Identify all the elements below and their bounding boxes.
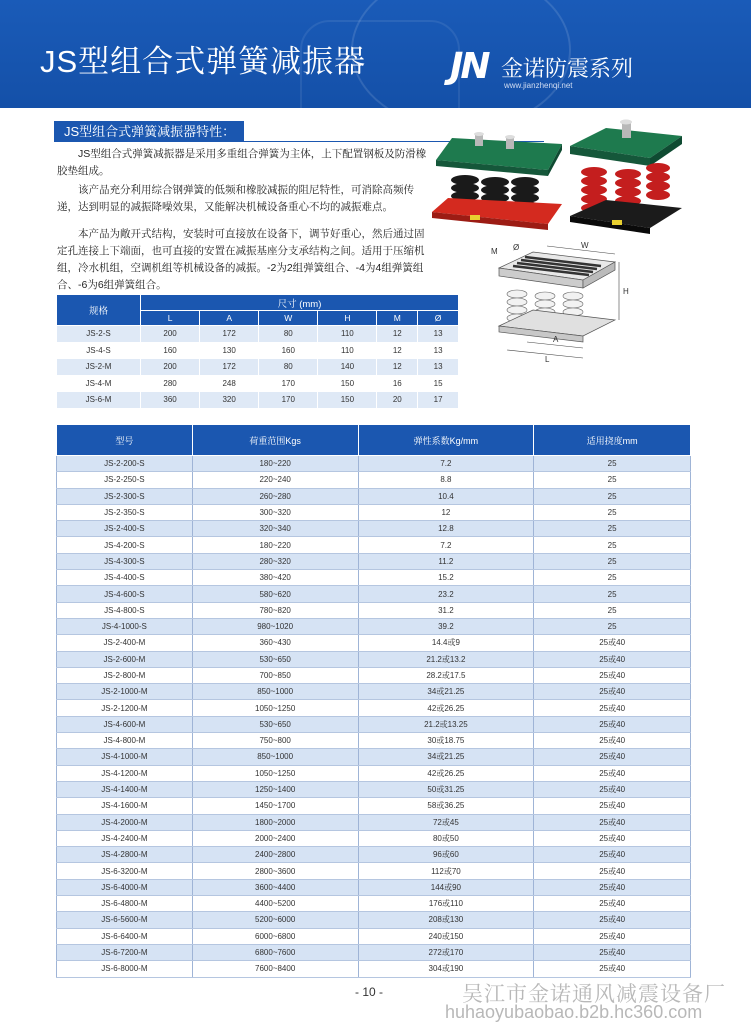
table-cell: 7600~8400 [192, 961, 358, 977]
table-cell: JS-2-M [57, 359, 141, 376]
table-cell: 110 [318, 342, 377, 359]
table-cell: 172 [200, 359, 259, 376]
table-cell: JS-4-1000-S [57, 618, 193, 634]
load-table [56, 424, 691, 978]
table-cell: 1800~2000 [192, 814, 358, 830]
table-cell: 25或40 [534, 847, 691, 863]
table-cell: 25或40 [534, 765, 691, 781]
brand-url: www.jianzhenqi.net [504, 81, 573, 90]
table-row [57, 847, 691, 863]
dim-label-m: M [491, 247, 498, 256]
intro-paragraph-1: JS型组合式弹簧减振器是采用多重组合弹簧为主体，上下配置钢板及防滑橡胶垫组成。 [57, 148, 427, 177]
table-cell: 25或40 [534, 928, 691, 944]
table-cell: 12 [358, 504, 534, 520]
spec-col-header: L [141, 311, 200, 326]
table-cell: JS-4-2400-M [57, 830, 193, 846]
table-cell: JS-4-S [57, 342, 141, 359]
table-cell: 80 [259, 326, 318, 343]
table-cell: 1250~1400 [192, 781, 358, 797]
table-cell: JS-6-8000-M [57, 961, 193, 977]
table-cell: 180~220 [192, 537, 358, 553]
table-cell: 240或150 [358, 928, 534, 944]
table-cell: 25 [534, 586, 691, 602]
table-cell: 5200~6000 [192, 912, 358, 928]
brand-logo-icon: JN [450, 46, 488, 87]
table-cell: 380~420 [192, 570, 358, 586]
table-cell: JS-4-300-S [57, 553, 193, 569]
table-cell: 25 [534, 553, 691, 569]
table-row [57, 472, 691, 488]
table-cell: 172 [200, 326, 259, 343]
table-cell: 200 [141, 326, 200, 343]
table-row [57, 504, 691, 520]
table-cell: 2000~2400 [192, 830, 358, 846]
spec-table [56, 294, 459, 409]
brand-name: 金诺防震系列 [501, 56, 634, 81]
table-cell: 300~320 [192, 504, 358, 520]
table-cell: 176或110 [358, 896, 534, 912]
table-row [57, 570, 691, 586]
table-row [57, 375, 459, 392]
table-cell: 6800~7600 [192, 944, 358, 960]
table-row [57, 798, 691, 814]
table-cell: JS-4-1600-M [57, 798, 193, 814]
table-cell: 13 [418, 342, 459, 359]
table-cell: JS-4-800-S [57, 602, 193, 618]
table-cell: JS-2-1200-M [57, 700, 193, 716]
table-cell: 16 [377, 375, 418, 392]
table-cell: 25或40 [534, 814, 691, 830]
table-row [57, 781, 691, 797]
watermark-company: 吴江市金诺通风减震设备厂 [462, 983, 726, 1006]
table-cell: 21.2或13.25 [358, 716, 534, 732]
table-cell: 320~340 [192, 521, 358, 537]
table-row [57, 537, 691, 553]
table-cell: JS-2-300-S [57, 488, 193, 504]
table-cell: 980~1020 [192, 618, 358, 634]
table-cell: 25 [534, 488, 691, 504]
table-cell: JS-6-M [57, 392, 141, 409]
table-cell: 12 [377, 359, 418, 376]
table-cell: 530~650 [192, 651, 358, 667]
table-row [57, 912, 691, 928]
table-cell: 21.2或13.2 [358, 651, 534, 667]
table-cell: 12 [377, 326, 418, 343]
table-cell: 2800~3600 [192, 863, 358, 879]
table-cell: 170 [259, 375, 318, 392]
table-row [57, 635, 691, 651]
table-cell: 304或190 [358, 961, 534, 977]
table-cell: JS-6-6400-M [57, 928, 193, 944]
table-cell: JS-6-4800-M [57, 896, 193, 912]
table-row [57, 667, 691, 683]
load-col-header: 型号 [57, 425, 193, 456]
table-cell: 360~430 [192, 635, 358, 651]
table-cell: 750~800 [192, 733, 358, 749]
table-cell: 34或21.25 [358, 684, 534, 700]
table-cell: 96或60 [358, 847, 534, 863]
table-cell: 10.4 [358, 488, 534, 504]
table-cell: 42或26.25 [358, 700, 534, 716]
table-cell: 1450~1700 [192, 798, 358, 814]
table-cell: JS-2-600-M [57, 651, 193, 667]
table-row [57, 700, 691, 716]
table-cell: 72或45 [358, 814, 534, 830]
table-cell: 3600~4400 [192, 879, 358, 895]
table-cell: 42或26.25 [358, 765, 534, 781]
table-cell: 25或40 [534, 798, 691, 814]
table-cell: JS-4-1200-M [57, 765, 193, 781]
table-cell: 12.8 [358, 521, 534, 537]
table-cell: 25或40 [534, 733, 691, 749]
table-cell: 80或50 [358, 830, 534, 846]
table-cell: 30或18.75 [358, 733, 534, 749]
table-cell: 25 [534, 504, 691, 520]
load-col-header: 荷重范围Kgs [192, 425, 358, 456]
table-cell: 140 [318, 359, 377, 376]
table-row [57, 359, 459, 376]
table-row [57, 392, 459, 409]
table-cell: 39.2 [358, 618, 534, 634]
table-cell: 160 [259, 342, 318, 359]
table-row [57, 961, 691, 977]
table-cell: 15.2 [358, 570, 534, 586]
spec-col-header: A [200, 311, 259, 326]
table-cell: 25或40 [534, 684, 691, 700]
table-cell: 14.4或9 [358, 635, 534, 651]
spec-col-model: 规格 [57, 295, 141, 326]
table-cell: 31.2 [358, 602, 534, 618]
table-cell: 13 [418, 359, 459, 376]
table-cell: JS-2-350-S [57, 504, 193, 520]
table-cell: 7.2 [358, 456, 534, 472]
spec-col-header: Ø [418, 311, 459, 326]
table-cell: 260~280 [192, 488, 358, 504]
table-cell: 850~1000 [192, 684, 358, 700]
table-cell: JS-4-600-S [57, 586, 193, 602]
table-cell: 25或40 [534, 863, 691, 879]
dim-label-w: W [581, 241, 589, 250]
spec-col-header: H [318, 311, 377, 326]
table-row [57, 765, 691, 781]
table-cell: 110 [318, 326, 377, 343]
table-row [57, 749, 691, 765]
table-cell: 25 [534, 570, 691, 586]
table-cell: 850~1000 [192, 749, 358, 765]
section-heading: JS型组合式弹簧减振器特性： [54, 121, 244, 142]
table-cell: 150 [318, 375, 377, 392]
table-cell: 180~220 [192, 456, 358, 472]
dim-label-l: L [545, 355, 550, 363]
table-cell: 280 [141, 375, 200, 392]
table-cell: JS-4-1000-M [57, 749, 193, 765]
table-row [57, 716, 691, 732]
table-cell: 360 [141, 392, 200, 409]
page-title: JS型组合式弹簧减振器 [40, 44, 367, 79]
table-row [57, 618, 691, 634]
table-cell: JS-4-M [57, 375, 141, 392]
page-number: - 10 - [355, 985, 384, 999]
table-cell: 12 [377, 342, 418, 359]
table-cell: 25或40 [534, 781, 691, 797]
table-cell: 25 [534, 618, 691, 634]
dimension-drawing [487, 238, 637, 363]
table-cell: JS-2-800-M [57, 667, 193, 683]
table-row [57, 879, 691, 895]
table-cell: 25或40 [534, 635, 691, 651]
table-cell: 1050~1250 [192, 765, 358, 781]
product-photo-red-springs [566, 116, 686, 241]
table-cell: 220~240 [192, 472, 358, 488]
table-cell: 28.2或17.5 [358, 667, 534, 683]
table-cell: 2400~2800 [192, 847, 358, 863]
table-cell: 25或40 [534, 651, 691, 667]
table-cell: 7.2 [358, 537, 534, 553]
table-cell: JS-4-2000-M [57, 814, 193, 830]
table-cell: 23.2 [358, 586, 534, 602]
load-col-header: 适用挠度mm [534, 425, 691, 456]
table-cell: 25 [534, 537, 691, 553]
table-row [57, 896, 691, 912]
table-row [57, 326, 459, 343]
table-cell: 780~820 [192, 602, 358, 618]
table-cell: JS-6-7200-M [57, 944, 193, 960]
table-cell: 25 [534, 602, 691, 618]
page-header [0, 0, 751, 108]
table-cell: 4400~5200 [192, 896, 358, 912]
table-cell: 25或40 [534, 700, 691, 716]
table-row [57, 814, 691, 830]
table-cell: 272或170 [358, 944, 534, 960]
intro-paragraph-2: 该产品充分利用综合钢弹簧的低频和橡胶减振的阻尼特性，可消除高频传递，达到明显的减振降噪效果，又能解决机械设备重心不均的减振难点。 [57, 184, 414, 213]
table-cell: JS-4-1400-M [57, 781, 193, 797]
table-cell: 280~320 [192, 553, 358, 569]
table-cell: 700~850 [192, 667, 358, 683]
load-col-header: 弹性系数Kg/mm [358, 425, 534, 456]
table-cell: JS-2-S [57, 326, 141, 343]
table-cell: 13 [418, 326, 459, 343]
table-cell: 208或130 [358, 912, 534, 928]
table-row [57, 944, 691, 960]
table-cell: JS-2-1000-M [57, 684, 193, 700]
table-cell: 17 [418, 392, 459, 409]
spec-col-header: W [259, 311, 318, 326]
table-cell: JS-2-200-S [57, 456, 193, 472]
table-cell: 25或40 [534, 912, 691, 928]
table-cell: JS-4-400-S [57, 570, 193, 586]
table-cell: 34或21.25 [358, 749, 534, 765]
table-cell: 25或40 [534, 896, 691, 912]
table-cell: 320 [200, 392, 259, 409]
table-row [57, 928, 691, 944]
table-cell: 25 [534, 521, 691, 537]
table-row [57, 521, 691, 537]
table-cell: JS-2-250-S [57, 472, 193, 488]
table-row [57, 488, 691, 504]
table-cell: 25或40 [534, 879, 691, 895]
table-cell: 25 [534, 456, 691, 472]
intro-paragraph-3: 本产品为敞开式结构，安装时可直接放在设备下，调节好重心，然后通过固定孔连接上下端面，也可直接的安置在减振基座分支承结构之间。适用于压缩机组，冷水机组，空调机组等机械设备的减振。-2为2组弹簧组合、-4为4组弹簧组合、-6为6组弹簧组合。 [57, 228, 425, 291]
table-cell: 130 [200, 342, 259, 359]
dim-label-a: A [553, 335, 559, 344]
dim-label-h: H [623, 287, 629, 296]
table-row [57, 602, 691, 618]
watermark-url: huhaoyubaobao.b2b.hc360.com [445, 1002, 703, 1022]
table-row [57, 863, 691, 879]
table-cell: JS-2-400-M [57, 635, 193, 651]
table-cell: 25或40 [534, 961, 691, 977]
table-cell: 11.2 [358, 553, 534, 569]
table-cell: 1050~1250 [192, 700, 358, 716]
table-cell: JS-4-800-M [57, 733, 193, 749]
table-row [57, 651, 691, 667]
table-row [57, 342, 459, 359]
dim-label-phi: Ø [513, 243, 520, 252]
table-cell: 160 [141, 342, 200, 359]
table-cell: 50或31.25 [358, 781, 534, 797]
table-cell: 6000~6800 [192, 928, 358, 944]
table-cell: 200 [141, 359, 200, 376]
table-cell: 530~650 [192, 716, 358, 732]
spec-size-header: 尺寸 (mm) [141, 295, 459, 311]
table-cell: JS-4-200-S [57, 537, 193, 553]
table-cell: 25或40 [534, 716, 691, 732]
table-cell: JS-6-3200-M [57, 863, 193, 879]
table-cell: 20 [377, 392, 418, 409]
table-cell: 25 [534, 472, 691, 488]
table-cell: 15 [418, 375, 459, 392]
spec-col-header: M [377, 311, 418, 326]
table-cell: 144或90 [358, 879, 534, 895]
table-cell: 248 [200, 375, 259, 392]
table-row [57, 586, 691, 602]
table-cell: 580~620 [192, 586, 358, 602]
table-cell: JS-4-2800-M [57, 847, 193, 863]
table-cell: 25或40 [534, 749, 691, 765]
table-cell: 25或40 [534, 830, 691, 846]
table-cell: 25或40 [534, 667, 691, 683]
table-cell: 112或70 [358, 863, 534, 879]
table-cell: 150 [318, 392, 377, 409]
table-cell: JS-6-4000-M [57, 879, 193, 895]
table-row [57, 553, 691, 569]
table-cell: JS-2-400-S [57, 521, 193, 537]
table-cell: JS-4-600-M [57, 716, 193, 732]
table-cell: 170 [259, 392, 318, 409]
table-cell: JS-6-5600-M [57, 912, 193, 928]
table-cell: 25或40 [534, 944, 691, 960]
table-row [57, 733, 691, 749]
table-row [57, 830, 691, 846]
table-cell: 8.8 [358, 472, 534, 488]
product-photo-black-springs [430, 118, 565, 233]
table-row [57, 456, 691, 472]
table-cell: 80 [259, 359, 318, 376]
table-row [57, 684, 691, 700]
table-cell: 58或36.25 [358, 798, 534, 814]
